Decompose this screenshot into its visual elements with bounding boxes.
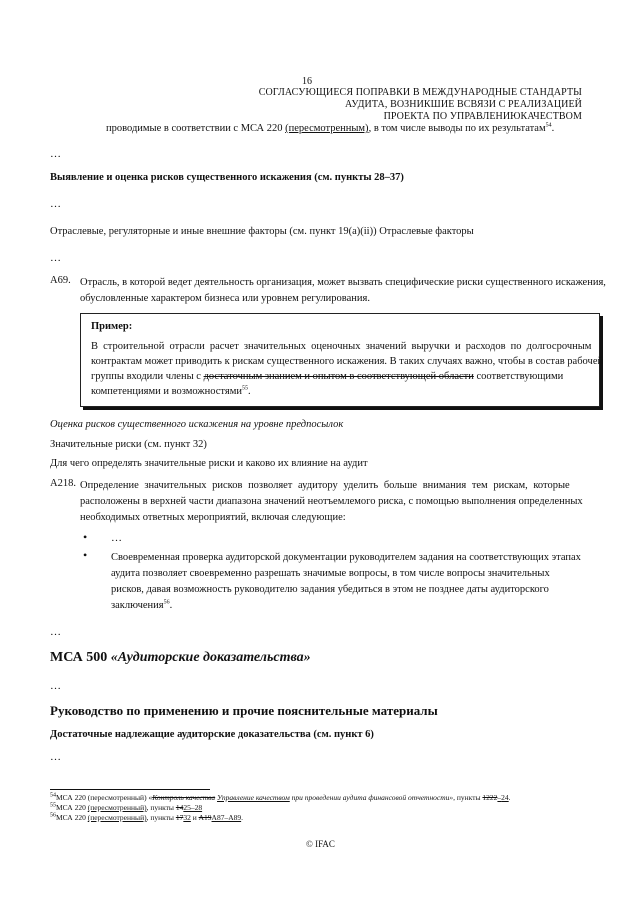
a69-line-2: обусловленные характером бизнеса или уровнем регулирования. [80,293,370,304]
bullet-2-line-2: аудита позволяет своевременно разрешать значимые вопросы, в том числе вопросы значительных [111,568,550,579]
example-line-3: группы входили члены с достаточным знанием и опытом в соответствующей области соответствующими [91,371,564,382]
example-line-1: В строительной отрасли расчет значительных оценочных значений выручки и расходов по долгосрочным [91,341,592,352]
guidance-subheading: Достаточные надлежащие аудиторские доказательства (см. пункт 6) [50,729,374,740]
ellipsis: … [50,680,63,692]
example-title: Пример: [91,321,133,332]
footnote-56: $^{56}$МСА 220 (пересмотренный), пункты 1732 и A19A87–A89. [50,812,243,822]
paragraph-label-a69: A69. [50,275,71,286]
paragraph-label-a218: A218. [50,478,76,489]
italic-heading-assertion-level: Оценка рисков существенного искажения на уровне предпосылок [50,419,344,430]
header-line-2: АУДИТА, ВОЗНИКШИЕ ВСВЯЗИ С РЕАЛИЗАЦИЕЙ [344,99,582,110]
section-heading-risk-identification: Выявление и оценка рисков существенного искажения (см. пункты 28–37) [50,172,404,183]
a218-line-3: необходимых ответных мероприятий, включая следующие: [80,512,346,523]
bullet-icon: • [83,530,88,544]
a218-line-1: Определение значительных рисков позволяет аудитору уделить больше внимания тем рискам, которые [80,480,570,491]
intro-line: проводимые в соответствии с МСА 220 (пересмотренным), в том числе выводы по их результатам$^{54}$. [106,122,555,134]
ellipsis: … [50,751,63,763]
example-line-2: контрактам может приводить к рискам существенного искажения. В таких случаях важно, чтобы в состав рабочей [91,356,604,367]
bullet-2-line-3: рисков, давая возможность руководителю задания убедиться в этом не позднее даты аудиторского [111,584,549,595]
footnote-54: $^{54}$МСА 220 (пересмотренный) «Контроль качества Управление качеством при проведении аудита финансовой отчетности», пункты 1222–24. [50,792,511,802]
footnote-ref-54: 54 [545,122,552,129]
question-significant-risks: Для чего определять значительные риски и каково их влияние на аудит [50,458,368,469]
footnote-divider [50,789,210,790]
ellipsis: … [50,148,63,160]
a218-line-2: расположены в верхней части диапазона значений неотъемлемого риска, с помощью выполнения определенных [80,496,583,507]
footnote-ref-55: 55 [241,385,248,392]
subheading-significant-risks: Значительные риски (см. пункт 32) [50,439,207,450]
section-external-factors: Отраслевые, регуляторные и иные внешние факторы (см. пункт 19(a)(ii)) Отраслевые факторы [50,226,474,237]
ellipsis: … [50,198,63,210]
guidance-heading: Руководство по применению и прочие пояснительные материалы [50,703,438,718]
example-line-4: компетенциями и возможностями$^{55}$. [91,385,251,397]
header-line-3: ПРОЕКТА ПО УПРАВЛЕНИЮКАЧЕСТВОМ [383,111,582,122]
a69-line-1: Отрасль, в которой ведет деятельность организация, может вызвать специфические риски существенного искажения, [80,277,606,288]
isa-500-heading: МСА 500 «Аудиторские доказательства» [50,650,311,665]
bullet-1-text: … [111,532,124,544]
bullet-2-line-1: Своевременная проверка аудиторской документации руководителем задания на соответствующих этапах [111,552,581,563]
bullet-icon: • [83,548,88,562]
header-line-1: СОГЛАСУЮЩИЕСЯ ПОПРАВКИ В МЕЖДУНАРОДНЫЕ СТАНДАРТЫ [258,87,582,98]
footnote-ref-56: 56 [163,599,170,606]
ellipsis: … [50,252,63,264]
footer-copyright: © IFAC [306,839,335,849]
bullet-2-line-4: заключения$^{56}$. [111,599,173,611]
footnote-55: $^{55}$МСА 220 (пересмотренный), пункты 1425–28 [50,802,203,812]
page-number: 16 [302,76,312,87]
ellipsis: … [50,626,63,638]
